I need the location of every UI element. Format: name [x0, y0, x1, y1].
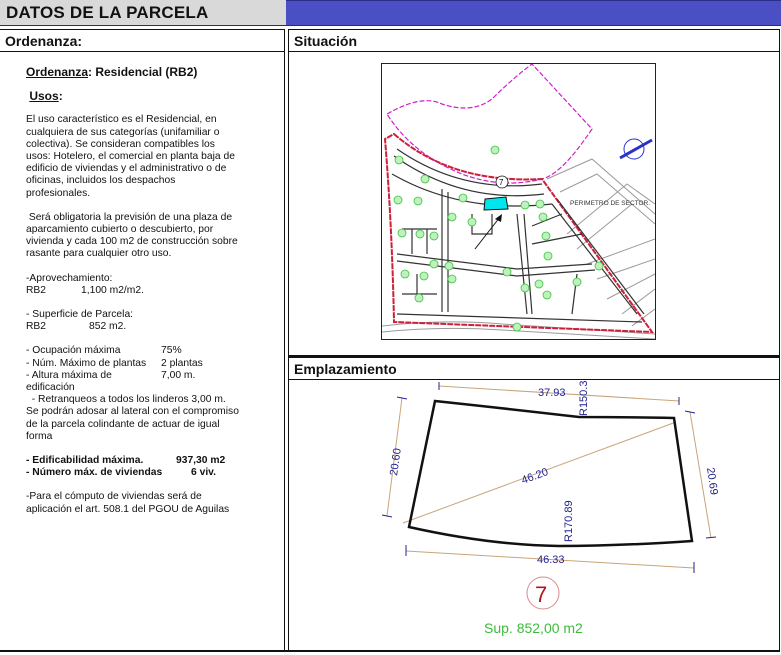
svg-text:20.69: 20.69	[704, 466, 720, 496]
computo-text: -Para el cómputo de viviendas será de aplicación el art. 508.1 del PGOU de Aguilas	[26, 491, 230, 515]
superficie-label: - Superficie de Parcela:	[26, 309, 134, 321]
ordenanza-header	[0, 29, 284, 52]
svg-text:PERIMETRO DE SECTOR.: PERIMETRO DE SECTOR.	[570, 200, 651, 207]
north-arrow-icon	[620, 139, 652, 159]
situation-plan-drawing	[382, 64, 655, 339]
plot-surface: Sup. 852,00 m2	[484, 620, 583, 636]
title-bar	[0, 0, 781, 27]
usos-text: El uso característico es el Residencial, en cualquiera de sus categorías (unifamiliar o colectiva). Se consideran compatibles los usos: Hotelero, el comercial en planta baja de edificio de viviendas y el administrativo o de oficinas, incluidos los despachos profesionales.	[26, 114, 235, 199]
svg-text:R170.89: R170.89	[563, 500, 575, 542]
aprovechamiento-label: -Aprovechamiento:	[26, 272, 113, 284]
svg-text:46.33: 46.33	[537, 554, 565, 566]
viviendas-row: - Número máx. de viviendas 6 viv.	[26, 467, 216, 479]
superficie-row: RB2 852 m2.	[26, 321, 127, 333]
title-cell	[0, 0, 286, 26]
plot-number: 7	[535, 582, 548, 607]
ordenanza-section-title: Ordenanza:	[5, 32, 83, 49]
title-accent-bar	[286, 0, 781, 26]
situacion-panel	[289, 52, 779, 356]
situation-map	[381, 63, 656, 340]
emplazamiento-header	[289, 356, 779, 380]
right-column	[288, 29, 780, 650]
situacion-header	[289, 29, 779, 52]
page-title: DATOS DE LA PARCELA	[6, 2, 209, 22]
ordenanza-heading: Ordenanza: Residencial (RB2)	[26, 65, 198, 79]
parcel-sheet	[0, 29, 780, 652]
retranqueos-text: - Retranqueos a todos los linderos 3,00 m. Se podrán adosar al lateral con el compromiso de la parcela colindante de actuar de igual forma	[26, 394, 242, 442]
usos-heading: Usos:	[29, 89, 63, 104]
svg-text:7: 7	[499, 178, 504, 187]
svg-text:20.60: 20.60	[388, 447, 404, 477]
ordenanza-content	[0, 52, 241, 516]
svg-text:46.20: 46.20	[519, 466, 550, 487]
aprovechamiento-row: RB2 1,100 m2/m2.	[26, 284, 144, 296]
emplazamiento-section-title: Emplazamiento	[294, 360, 397, 377]
svg-text:R150.31: R150.31	[578, 380, 590, 416]
ordenanza-column	[0, 29, 285, 650]
param-row: - Altura máxima de edificación 7,00 m.	[26, 369, 196, 394]
situacion-section-title: Situación	[294, 32, 358, 49]
svg-text:37.93: 37.93	[538, 387, 566, 399]
plot-dimension-drawing	[289, 380, 779, 650]
parking-text: Será obligatoria la previsión de una plaza de aparcamiento cubierto o descubierto, por vivienda y cada 100 m2 de construcción sobre rasante para cualquier otro uso.	[26, 211, 241, 260]
param-row: - Núm. Máximo de plantas 2 plantas	[26, 357, 203, 369]
param-row: - Ocupación máxima 75%	[26, 345, 182, 357]
edificabilidad-row: - Edificabilidad máxima. 937,30 m2	[26, 455, 226, 467]
emplazamiento-panel	[289, 380, 779, 650]
